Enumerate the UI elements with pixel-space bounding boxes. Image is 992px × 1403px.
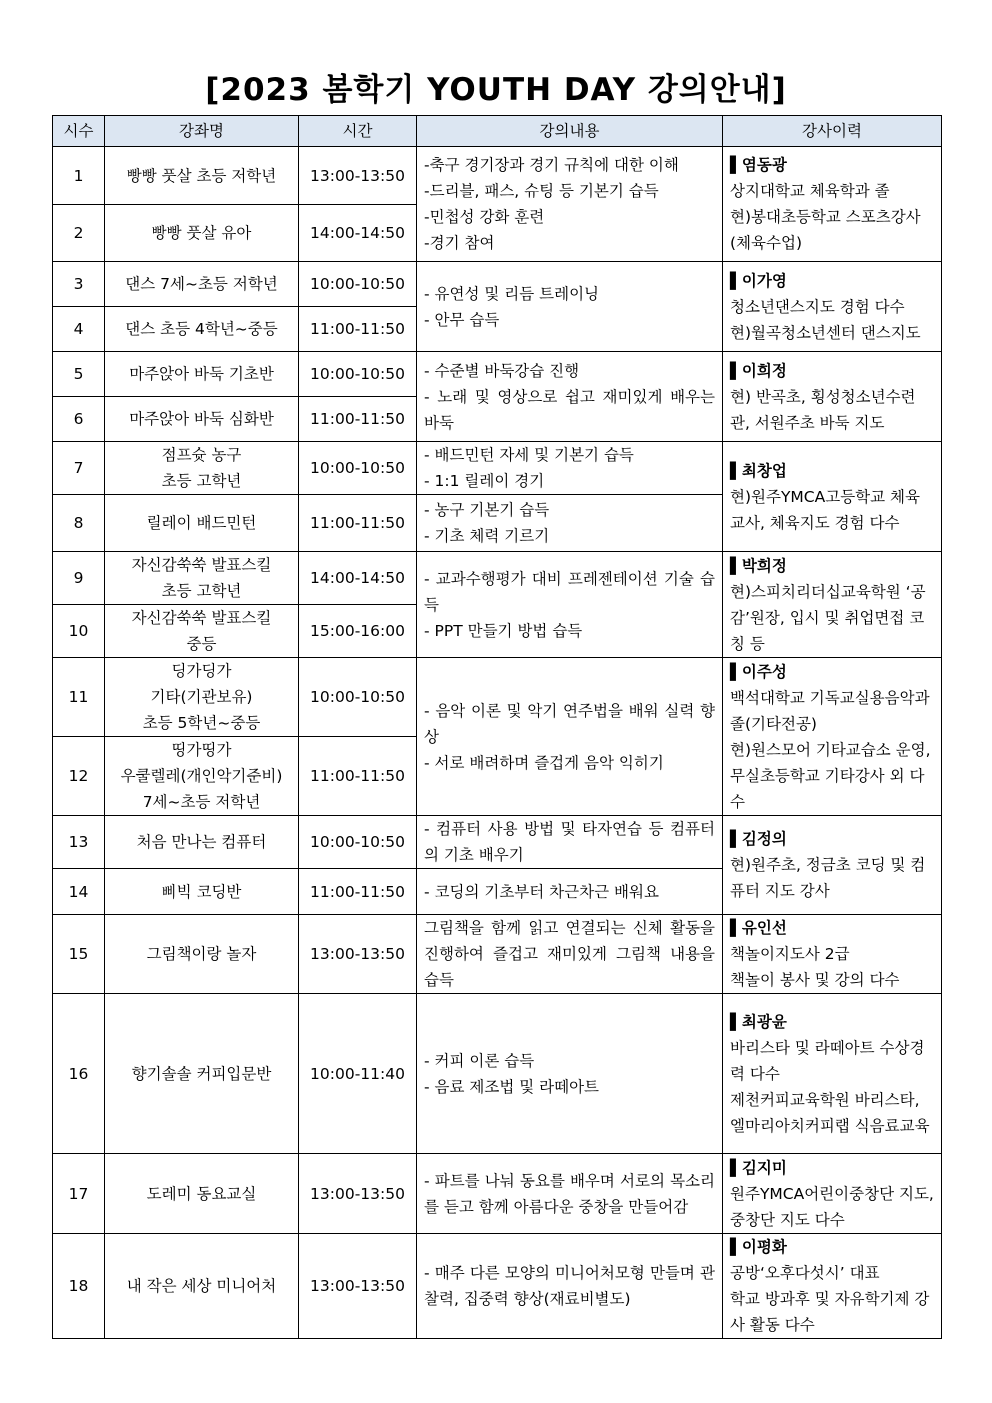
course-name: [105, 658, 299, 737]
instructor-career-line: 상지대학교 체육학과 졸: [730, 182, 890, 200]
content-line: - PPT 만들기 방법 습득: [424, 621, 583, 640]
session-number: 3: [53, 262, 105, 307]
course-time: 14:00-14:50: [299, 552, 417, 605]
content-line: - 음악 이론 및 악기 연주법을 배워 실력 향상: [424, 701, 715, 746]
course-content: [417, 1154, 723, 1234]
table-row: [53, 658, 942, 737]
course-name-line: 자신감쑥쑥 발표스킬: [131, 609, 272, 627]
course-time: 10:00-10:50: [299, 442, 417, 495]
table-header-row: [53, 116, 942, 147]
course-name-line: 삐빅 코딩반: [161, 882, 242, 901]
course-name-line: 향기솔솔 커피입문반: [131, 1064, 272, 1083]
content-line: - 농구 기본기 습득: [424, 501, 550, 519]
instructor-career-line: 청소년댄스지도 경험 다수: [730, 297, 905, 316]
session-number: 1: [53, 147, 105, 205]
content-line: - 배드민턴 자세 및 기본기 습득: [424, 446, 634, 464]
course-name-line: 댄스 7세~초등 저학년: [125, 275, 278, 293]
content-line: -민첩성 강화 훈련: [424, 208, 545, 226]
instructor-info: [723, 147, 942, 262]
session-number: 12: [53, 737, 105, 816]
course-time: 10:00-10:50: [299, 262, 417, 307]
course-name-line: 초등 5학년~중등: [142, 714, 261, 732]
course-content: [417, 1234, 723, 1339]
table-row: [53, 442, 942, 495]
course-name: [105, 605, 299, 658]
table-row: [53, 352, 942, 397]
course-name: [105, 205, 299, 262]
header-time: 시간: [299, 116, 417, 147]
course-time: 11:00-11:50: [299, 869, 417, 915]
instructor-info: [723, 994, 942, 1154]
course-time: 11:00-11:50: [299, 397, 417, 442]
instructor-career-line: 책놀이 봉사 및 강의 다수: [730, 971, 900, 989]
course-content: [417, 915, 723, 994]
instructor-name: ▌최광윤: [730, 1012, 787, 1031]
course-content: [417, 262, 723, 352]
course-name: [105, 262, 299, 307]
course-name-line: 마주앉아 바둑 심화반: [129, 410, 274, 428]
course-name-line: 7세~초등 저학년: [142, 793, 261, 811]
table-row: [53, 147, 942, 205]
content-line: - 교과수행평가 대비 프레젠테이션 기술 습득: [424, 569, 715, 614]
instructor-info: [723, 352, 942, 442]
header-session: 시수: [53, 116, 105, 147]
course-name: [105, 869, 299, 915]
course-time: 10:00-10:50: [299, 816, 417, 869]
instructor-info: [723, 915, 942, 994]
table-row: [53, 552, 942, 605]
instructor-name: ▌염동광: [730, 156, 787, 174]
course-name: [105, 442, 299, 495]
content-line: - 서로 배려하며 즐겁게 음악 익히기: [424, 753, 664, 772]
course-time: 10:00-11:40: [299, 994, 417, 1154]
course-name: [105, 1154, 299, 1234]
course-name-line: 도레미 동요교실: [146, 1184, 257, 1203]
instructor-info: [723, 442, 942, 552]
instructor-name: ▌김지미: [730, 1158, 787, 1177]
course-time: 13:00-13:50: [299, 147, 417, 205]
course-time: 11:00-11:50: [299, 307, 417, 352]
instructor-name: ▌이평화: [730, 1238, 787, 1256]
content-line: - 커피 이론 습득: [424, 1051, 535, 1070]
session-number: 15: [53, 915, 105, 994]
course-name-line: 릴레이 배드민턴: [146, 514, 257, 532]
course-name: [105, 147, 299, 205]
table-row: [53, 915, 942, 994]
course-name: [105, 552, 299, 605]
course-time: 10:00-10:50: [299, 352, 417, 397]
course-time: 13:00-13:50: [299, 915, 417, 994]
instructor-name: ▌박희정: [730, 556, 787, 575]
instructor-name: ▌유인선: [730, 919, 787, 937]
course-time: 14:00-14:50: [299, 205, 417, 262]
course-time: 13:00-13:50: [299, 1234, 417, 1339]
course-content: [417, 147, 723, 262]
content-line: 그림책을 함께 읽고 연결되는 신체 활동을 진행하여 즐겁고 재미있게 그림책 내용을 습득: [424, 919, 715, 989]
course-content: [417, 869, 723, 915]
instructor-career-line: 현) 반곡초, 횡성청소년수련관, 서원주초 바둑 지도: [730, 387, 916, 432]
course-time: 11:00-11:50: [299, 737, 417, 816]
instructor-info: [723, 552, 942, 658]
course-name-line: 우쿨렐레(개인악기준비): [120, 767, 283, 785]
content-line: - 음료 제조법 및 라떼아트: [424, 1077, 600, 1096]
instructor-career-line: 학교 방과후 및 자유학기제 강사 활동 다수: [730, 1290, 930, 1334]
content-line: - 안무 습득: [424, 310, 500, 329]
session-number: 14: [53, 869, 105, 915]
course-content: [417, 352, 723, 442]
course-name-line: 댄스 초등 4학년~중등: [125, 320, 278, 338]
course-name: [105, 816, 299, 869]
course-name: [105, 495, 299, 552]
course-name-line: 처음 만나는 컴퓨터: [136, 833, 267, 851]
content-line: - 노래 및 영상으로 쉽고 재미있게 배우는 바둑: [424, 387, 715, 432]
course-name-line: 딩가딩가: [171, 662, 232, 680]
course-content: [417, 495, 723, 552]
content-line: - 수준별 바둑강습 진행: [424, 361, 580, 380]
course-name-line: 내 작은 세상 미니어처: [126, 1277, 277, 1295]
session-number: 8: [53, 495, 105, 552]
course-content: [417, 994, 723, 1154]
instructor-name: ▌김정의: [730, 830, 787, 848]
course-name-line: 그림책이랑 놀자: [146, 945, 257, 963]
instructor-info: [723, 1234, 942, 1339]
course-time: 15:00-16:00: [299, 605, 417, 658]
header-instructor: 강사이력: [723, 116, 942, 147]
instructor-career-line: 제천커피교육학원 바리스타,엘마리아치커피랩 식음료교육: [730, 1090, 930, 1135]
instructor-name: ▌이주성: [730, 662, 787, 681]
course-content: [417, 816, 723, 869]
instructor-info: [723, 658, 942, 816]
content-line: - 컴퓨터 사용 방법 및 타자연습 등 컴퓨터의 기초 배우기: [424, 820, 715, 864]
header-course-name: 강좌명: [105, 116, 299, 147]
instructor-career-line: 현)원주초, 정금초 코딩 및 컴퓨터 지도 강사: [730, 856, 926, 900]
course-content: [417, 442, 723, 495]
session-number: 9: [53, 552, 105, 605]
course-name-line: 띵가띵가: [171, 741, 232, 759]
content-line: - 유연성 및 리듬 트레이닝: [424, 284, 600, 303]
course-name-line: 마주앉아 바둑 기초반: [129, 365, 274, 383]
instructor-career-line: 현)봉대초등학교 스포츠강사(체육수업): [730, 208, 921, 252]
instructor-career-line: 백석대학교 기독교실용음악과 졸(기타전공): [730, 688, 930, 733]
instructor-career-line: 책놀이지도사 2급: [730, 945, 850, 963]
instructor-career-line: 바리스타 및 라떼아트 수상경력 다수: [730, 1038, 925, 1083]
course-name-line: 점프슛 농구: [161, 446, 242, 464]
course-name: [105, 994, 299, 1154]
content-line: - 기초 체력 기르기: [424, 527, 550, 545]
instructor-info: [723, 816, 942, 915]
session-number: 18: [53, 1234, 105, 1339]
session-number: 5: [53, 352, 105, 397]
course-content: [417, 552, 723, 658]
content-line: - 매주 다른 모양의 미니어처모형 만들며 관찰력, 집중력 향상(재료비별도): [424, 1264, 715, 1308]
session-number: 6: [53, 397, 105, 442]
course-name: [105, 1234, 299, 1339]
course-table: [52, 115, 942, 1339]
content-line: -드리블, 패스, 슈팅 등 기본기 습득: [424, 182, 659, 200]
content-line: -축구 경기장과 경기 규칙에 대한 이해: [424, 156, 679, 174]
instructor-career-line: 현)원주YMCA고등학교 체육교사, 체육지도 경험 다수: [730, 487, 920, 532]
session-number: 4: [53, 307, 105, 352]
page-title: [2023 봄학기 YOUTH DAY 강의안내]: [205, 72, 787, 108]
course-name: [105, 915, 299, 994]
course-name-line: 기타(기관보유): [150, 688, 253, 706]
table-row: [53, 816, 942, 869]
table-row: [53, 1154, 942, 1234]
instructor-career-line: 현)스피치리더십교육학원 ‘공감’원장, 입시 및 취업면접 코칭 등: [730, 582, 926, 653]
course-name: [105, 737, 299, 816]
course-name-line: 초등 고학년: [161, 472, 242, 490]
table-row: [53, 1234, 942, 1339]
course-name-line: 초등 고학년: [161, 582, 242, 600]
instructor-career-line: 공방‘오후다섯시’ 대표: [730, 1264, 880, 1282]
course-time: 13:00-13:50: [299, 1154, 417, 1234]
content-line: -경기 참여: [424, 234, 495, 252]
instructor-career-line: 현)월곡청소년센터 댄스지도: [730, 323, 921, 342]
instructor-career-line: 현)원스모어 기타교습소 운영, 무실초등학교 기타강사 외 다수: [730, 740, 931, 811]
instructor-info: [723, 1154, 942, 1234]
content-line: - 파트를 나눠 동요를 배우며 서로의 목소리를 듣고 함께 아름다운 중창을 만들어감: [424, 1171, 715, 1216]
content-line: - 코딩의 기초부터 차근차근 배워요: [424, 882, 659, 901]
session-number: 17: [53, 1154, 105, 1234]
course-name: [105, 352, 299, 397]
session-number: 2: [53, 205, 105, 262]
table-row: [53, 262, 942, 307]
course-time: 10:00-10:50: [299, 658, 417, 737]
table-row: [53, 994, 942, 1154]
course-name-line: 자신감쑥쑥 발표스킬: [131, 556, 272, 574]
session-number: 16: [53, 994, 105, 1154]
course-name: [105, 397, 299, 442]
instructor-info: [723, 262, 942, 352]
session-number: 11: [53, 658, 105, 737]
session-number: 13: [53, 816, 105, 869]
course-name-line: 중등: [186, 635, 217, 653]
session-number: 7: [53, 442, 105, 495]
course-name: [105, 307, 299, 352]
content-line: - 1:1 릴레이 경기: [424, 472, 545, 490]
course-time: 11:00-11:50: [299, 495, 417, 552]
course-name-line: 빵빵 풋살 유아: [151, 224, 252, 242]
instructor-career-line: 원주YMCA어린이중창단 지도, 중창단 지도 다수: [730, 1184, 934, 1229]
instructor-name: ▌이희정: [730, 361, 787, 380]
course-name-line: 빵빵 풋살 초등 저학년: [126, 166, 277, 185]
session-number: 10: [53, 605, 105, 658]
instructor-name: ▌이가영: [730, 271, 787, 290]
course-content: [417, 658, 723, 816]
header-content: 강의내용: [417, 116, 723, 147]
instructor-name: ▌최창업: [730, 461, 787, 480]
